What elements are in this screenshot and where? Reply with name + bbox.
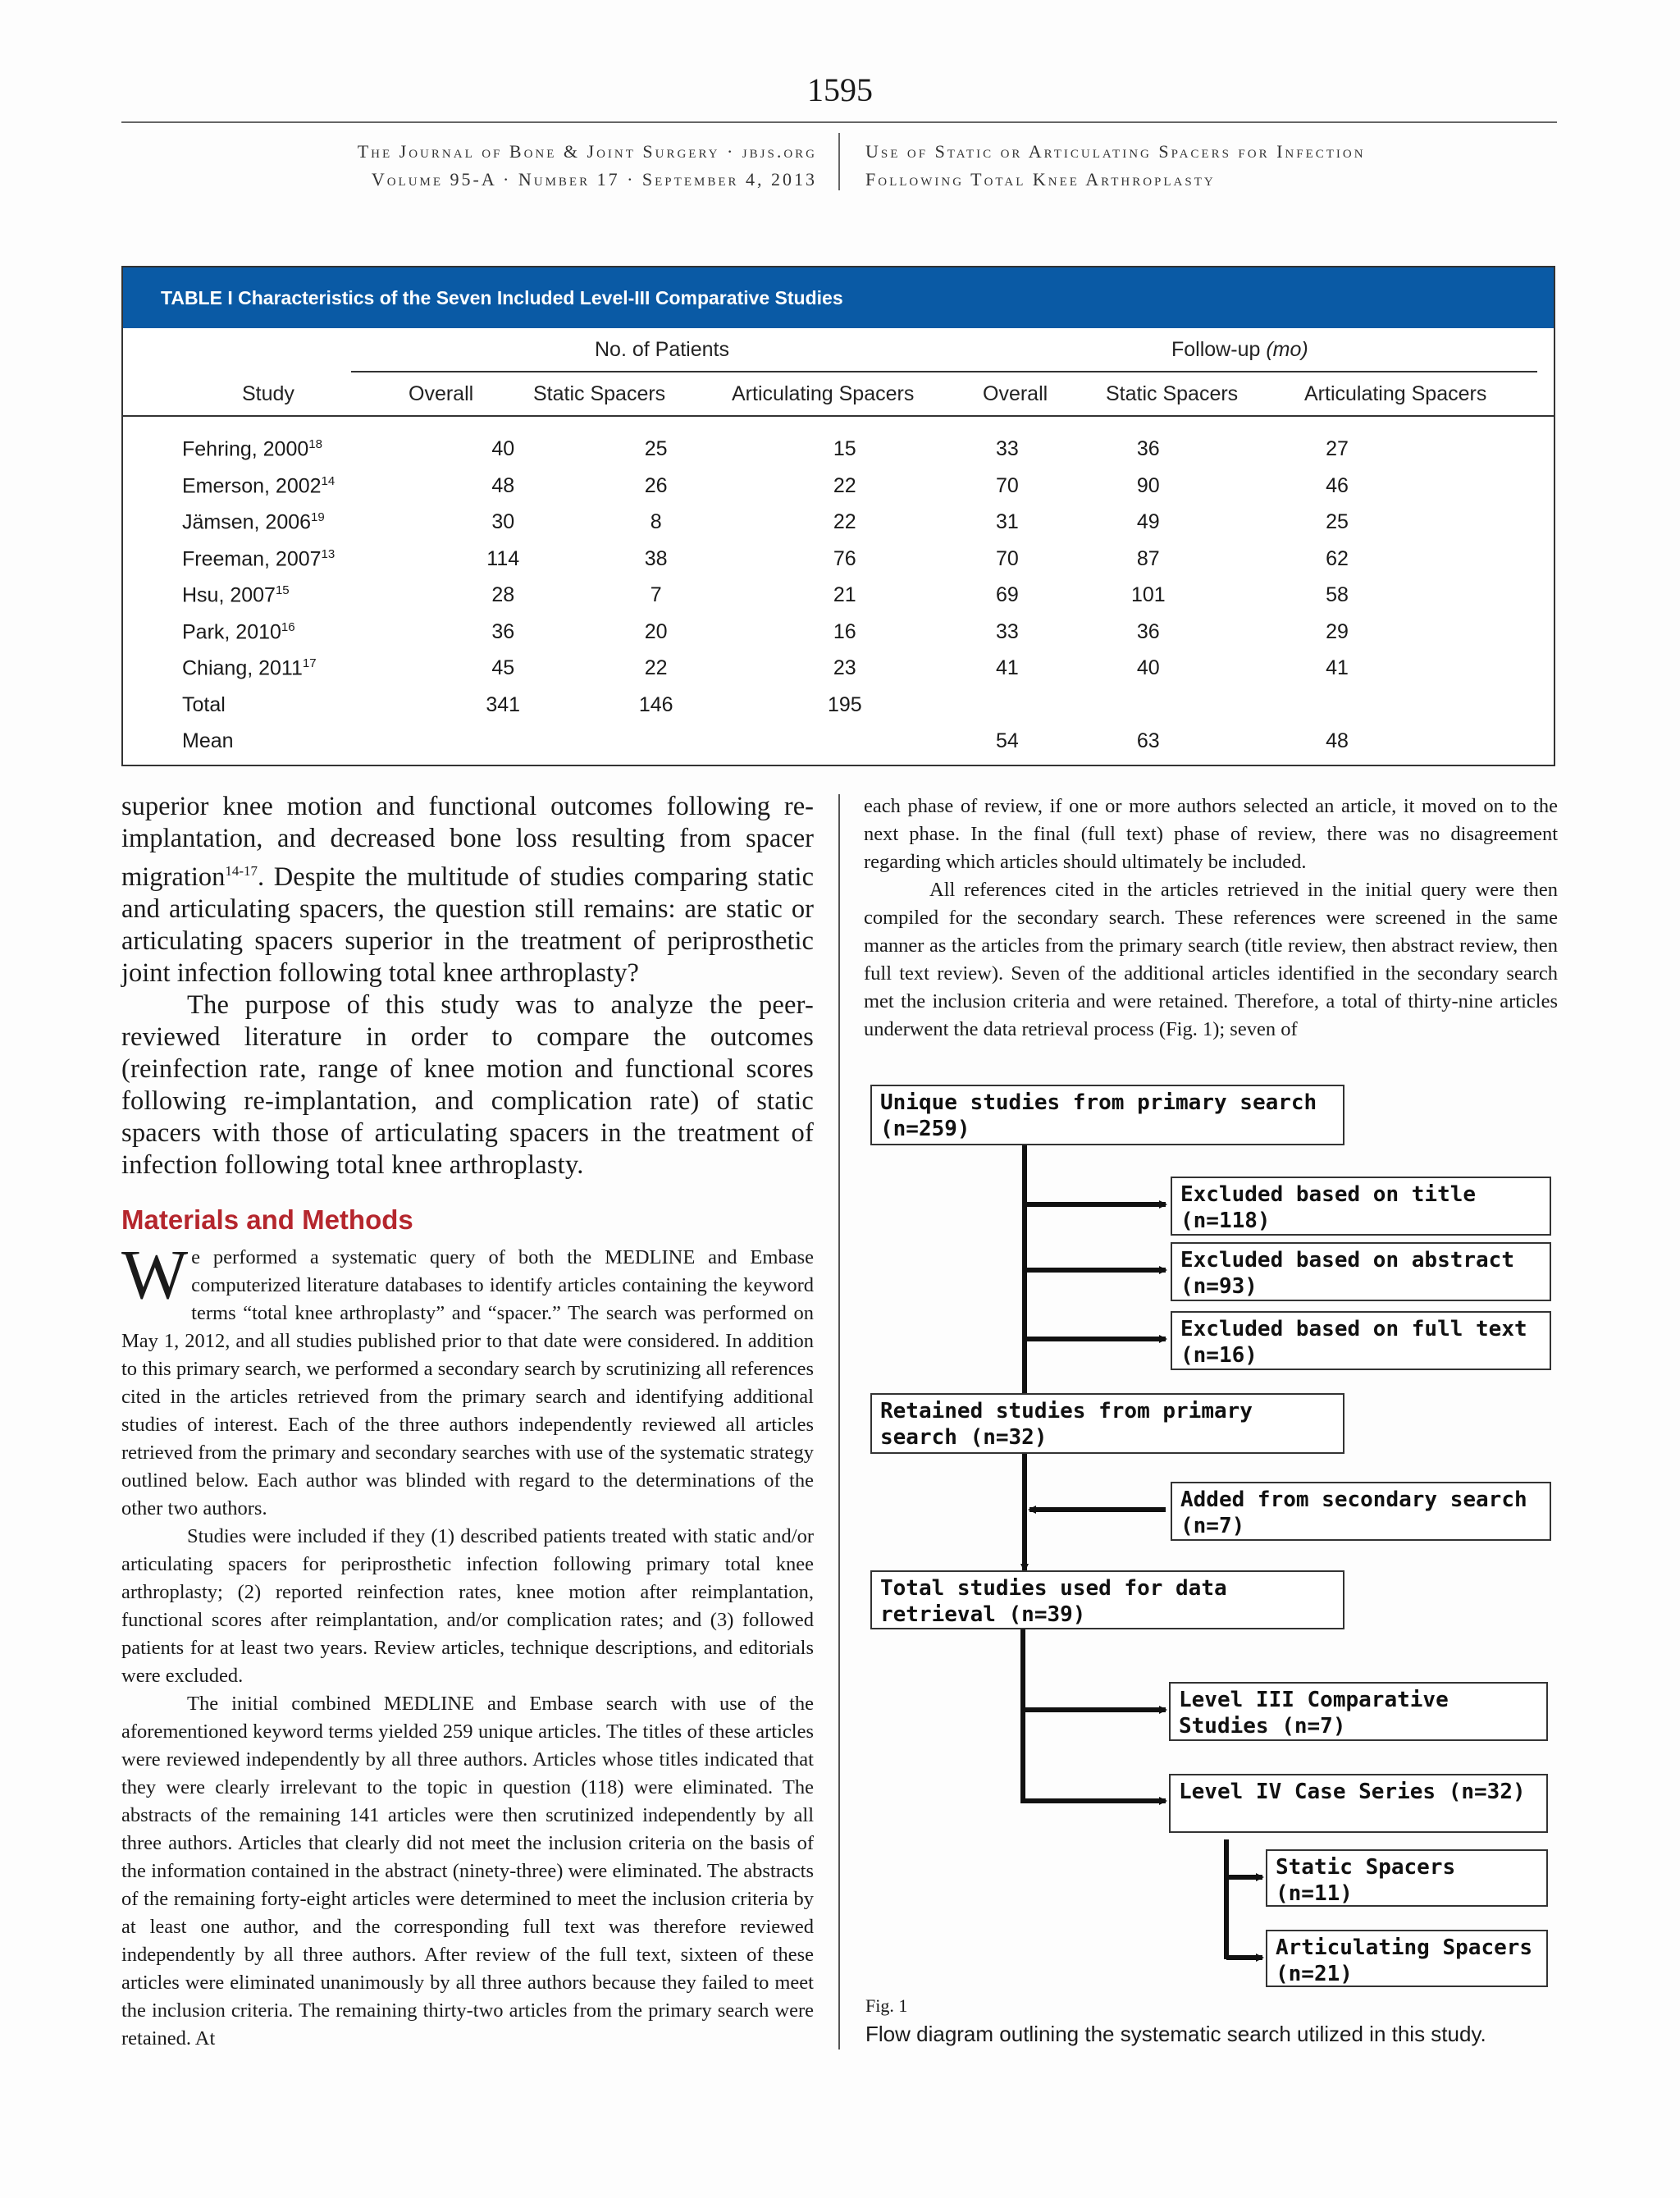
cell-p-static: 7 (650, 583, 662, 606)
study-reference: 14 (321, 473, 336, 488)
figure-label: Fig. 1 (865, 1995, 908, 2016)
cell-p-static: 25 (644, 437, 668, 460)
box-total-studies: Total studies used for data retrieval (n=39) (870, 1570, 1344, 1629)
group-rule-followup (983, 371, 1537, 372)
right-paragraph-2: All references cited in the articles retrieved in the initial query were then compiled for the secondary search. These references were screened in the same manner as the articles from the primary search (title review, then abstract review, then full text review). Seven of the additional articles identified in the secondary search met the inclusion criteria and were retained. Therefore, a total of thirty-nine articles underwent the data retrieval process (Fig. 1); seven of (864, 879, 1558, 1040)
followup-label: Follow-up (1171, 338, 1261, 361)
cell-p-overall: 30 (491, 510, 515, 533)
cell-study (182, 620, 295, 644)
table-row (123, 547, 1554, 583)
methods-paragraph-2: Studies were included if they (1) described patients treated with static and/or articulating spacers for periprosthetic infection following primary total knee arthroplasty; (2) reported reinfection rates, knee motion after reimplantation, functional scores after reimplantation, and/or complication rates; and (3) followed patients for at least two years. Review articles, technique descriptions, and editorials were excluded. (121, 1524, 814, 1687)
col-header-study: Study (242, 382, 294, 405)
cell-study (182, 437, 322, 461)
group-rule-patients (351, 371, 1045, 372)
table-row (123, 693, 1554, 729)
study-reference: 15 (275, 583, 290, 597)
study-reference: 19 (311, 510, 325, 524)
box-static-spacers: Static Spacers (n=11) (1266, 1849, 1548, 1907)
intro-p1-part-a: superior knee motion and functional outcomes following re-implantation, and decreased bone loss resulting from spacer migration (121, 792, 814, 892)
table-row (123, 620, 1554, 656)
article-header-line2: Following Total Knee Arthroplasty (865, 169, 1216, 190)
cell-f-overall: 70 (996, 473, 1019, 497)
cell-p-artic: 22 (833, 510, 856, 533)
study-name: Fehring, 2000 (182, 437, 309, 461)
cell-p-overall: 114 (486, 546, 520, 570)
cell-p-artic: 15 (833, 437, 856, 460)
cell-p-artic: 16 (833, 619, 856, 643)
cell-f-artic: 48 (1326, 729, 1349, 752)
cell-f-static: 36 (1136, 619, 1160, 643)
followup-unit: (mo) (1266, 338, 1308, 361)
cell-p-artic: 76 (833, 546, 856, 570)
cell-f-static: 36 (1136, 437, 1160, 460)
table-row (123, 437, 1554, 473)
col-header-artic-patients: Articulating Spacers (732, 382, 915, 405)
table-row (123, 656, 1554, 692)
cell-study (182, 510, 325, 534)
table-row (123, 510, 1554, 546)
right-paragraph-1: each phase of review, if one or more authors selected an article, it moved on to the next phase. In the final (full text) phase of review, there was no disagreement regarding which articles should ultimately be included. (864, 795, 1558, 873)
intro-p1-part-b: . Despite the multitude of studies comparing static and articulating spacers, the question still remains: are static or articulating spacers superior in the treatment of periprosthetic joint infection following total knee arthroplasty? (121, 861, 814, 988)
cell-f-artic: 25 (1326, 510, 1349, 533)
cell-f-overall: 33 (996, 619, 1019, 643)
table-row (123, 583, 1554, 619)
col-header-artic-followup: Articulating Spacers (1304, 382, 1487, 405)
study-reference: 16 (281, 619, 295, 634)
cell-p-static: 20 (644, 619, 668, 643)
cell-study (182, 693, 226, 717)
box-level3-studies: Level III Comparative Studies (n=7) (1169, 1682, 1548, 1741)
cell-study (182, 656, 317, 680)
box-excluded-abstract: Excluded based on abstract (n=93) (1171, 1242, 1551, 1301)
cell-p-overall: 48 (491, 473, 515, 497)
cell-p-overall: 36 (491, 619, 515, 643)
study-reference: 17 (302, 656, 317, 670)
cell-study (182, 474, 335, 498)
group-header-patients: No. of Patients (595, 338, 729, 361)
cell-p-overall: 40 (491, 437, 515, 460)
methods-paragraph-3: The initial combined MEDLINE and Embase search with use of the aforementioned keyword terms yielded 259 unique articles. The titles of these articles were reviewed independently by all three authors. Articles whose titles indicated that they were clearly irrelevant to the topic in question (118) were eliminated. The abstracts of the remaining 141 articles were then scrutinized independently by all three authors. Articles that clearly did not meet the inclusion criteria on the basis of the information contained in the abstract (ninety-three) were eliminated. The abstracts of the remaining forty-eight articles were determined to meet the inclusion criteria by at least one author, and the corresponding full text was therefore reviewed independently by all three authors. After review of the full text, sixteen of these articles were eliminated unanimously by all three authors because they failed to meet the inclusion criteria. The remaining thirty-two articles from the primary search were retained. At (121, 1692, 814, 2049)
cell-p-static: 22 (644, 656, 668, 679)
intro-paragraph-1 (121, 791, 814, 989)
column-divider (838, 794, 840, 2049)
journal-header-line1: The Journal of Bone & Joint Surgery · jbjs.org (357, 141, 817, 162)
right-column (864, 793, 1558, 1044)
methods-p1-text: e performed a systematic query of both the MEDLINE and Embase computerized literature databases to identify articles containing the keyword terms “total knee arthroplasty” and “spacer.” The search was performed on May 1, 2012, and all studies published prior to that date were considered. In addition to this primary search, we performed a secondary search by scrutinizing all references cited in the articles retrieved from the primary search and identifying additional studies of interest. Each of the three authors independently reviewed all articles retrieved from the primary and secondary searches with use of the systematic strategy outlined below. Each author was blinded with regard to the determinations of the other two authors. (121, 1245, 814, 1519)
cell-f-overall: 41 (996, 656, 1019, 679)
study-name: Park, 2010 (182, 619, 281, 643)
study-reference: 18 (308, 437, 322, 451)
study-name: Total (182, 692, 226, 716)
cell-p-static: 146 (638, 692, 673, 716)
cell-f-artic: 27 (1326, 437, 1349, 460)
cell-f-static: 101 (1130, 583, 1166, 606)
figure-caption: Flow diagram outlining the systematic search utilized in this study. (865, 2022, 1486, 2046)
group-header-followup (1171, 338, 1308, 362)
cell-f-overall: 31 (996, 510, 1019, 533)
cell-p-overall: 341 (486, 692, 521, 716)
cell-p-artic: 23 (833, 656, 856, 679)
cell-p-artic: 195 (827, 692, 862, 716)
col-header-overall-followup: Overall (983, 382, 1048, 405)
box-excluded-fulltext: Excluded based on full text (n=16) (1171, 1311, 1551, 1370)
cell-p-static: 26 (644, 473, 668, 497)
journal-header-line2: Volume 95-A · Number 17 · September 4, 2013 (371, 169, 817, 190)
cell-f-static: 87 (1136, 546, 1160, 570)
cell-f-artic: 62 (1326, 546, 1349, 570)
journal-header (358, 138, 817, 194)
cell-f-artic: 29 (1326, 619, 1349, 643)
cell-f-overall: 69 (996, 583, 1019, 606)
study-name: Chiang, 2011 (182, 656, 303, 680)
col-header-overall-patients: Overall (409, 382, 474, 405)
box-retained-studies: Retained studies from primary search (n=32) (870, 1393, 1344, 1454)
col-header-static-followup: Static Spacers (1106, 382, 1239, 405)
box-added-secondary: Added from secondary search (n=7) (1171, 1482, 1551, 1541)
header-divider (838, 133, 840, 190)
left-column (121, 791, 814, 2053)
study-name: Jämsen, 2006 (182, 510, 312, 534)
col-header-static-patients: Static Spacers (533, 382, 666, 405)
cell-p-static: 38 (644, 546, 668, 570)
study-name: Freeman, 2007 (182, 546, 322, 570)
cell-p-static: 8 (650, 510, 662, 533)
table-title: TABLE I Characteristics of the Seven Included Level-III Comparative Studies (123, 267, 1554, 328)
table-row (123, 474, 1554, 510)
page-number: 1595 (807, 71, 873, 108)
methods-paragraph-1 (121, 1234, 814, 1523)
cell-f-static: 90 (1136, 473, 1160, 497)
article-header-line1: Use of Static or Articulating Spacers for Infection (865, 141, 1366, 162)
header-rule (121, 121, 1557, 123)
study-name: Emerson, 2002 (182, 473, 322, 497)
drop-cap: W (121, 1234, 189, 1314)
cell-f-overall: 70 (996, 546, 1019, 570)
cell-study (182, 583, 290, 607)
cell-study (182, 729, 234, 753)
box-articulating-spacers: Articulating Spacers (n=21) (1266, 1930, 1548, 1987)
flow-diagram (865, 1083, 1559, 2002)
cell-study (182, 547, 335, 571)
cell-p-overall: 45 (491, 656, 515, 679)
cell-p-overall: 28 (491, 583, 515, 606)
study-reference: 13 (321, 546, 336, 561)
study-name: Hsu, 2007 (182, 583, 276, 607)
cell-f-overall: 33 (996, 437, 1019, 460)
article-header (865, 138, 1366, 194)
table-header-rule (123, 415, 1554, 417)
cell-f-overall: 54 (996, 729, 1019, 752)
cell-f-artic: 58 (1326, 583, 1349, 606)
cell-f-static: 63 (1136, 729, 1160, 752)
table-1 (121, 266, 1555, 766)
cell-p-artic: 21 (833, 583, 856, 606)
intro-p1-reference: 14-17 (225, 863, 258, 879)
study-name: Mean (182, 729, 234, 752)
table-row (123, 729, 1554, 765)
cell-f-artic: 46 (1326, 473, 1349, 497)
cell-f-static: 40 (1136, 656, 1160, 679)
intro-paragraph-2: The purpose of this study was to analyze the peer-reviewed literature in order to compare the outcomes (reinfection rate, range of knee motion and functional scores following re-implantation, and complication rate) of static spacers with those of articulating spacers in the treatment of infection following total knee arthroplasty. (121, 989, 814, 1180)
cell-f-artic: 41 (1326, 656, 1349, 679)
box-level4-series: Level IV Case Series (n=32) (1169, 1774, 1548, 1833)
cell-f-static: 49 (1136, 510, 1160, 533)
cell-p-artic: 22 (833, 473, 856, 497)
methods-heading: Materials and Methods (121, 1204, 413, 1235)
box-excluded-title: Excluded based on title (n=118) (1171, 1177, 1551, 1236)
box-unique-studies: Unique studies from primary search (n=259) (870, 1085, 1344, 1145)
